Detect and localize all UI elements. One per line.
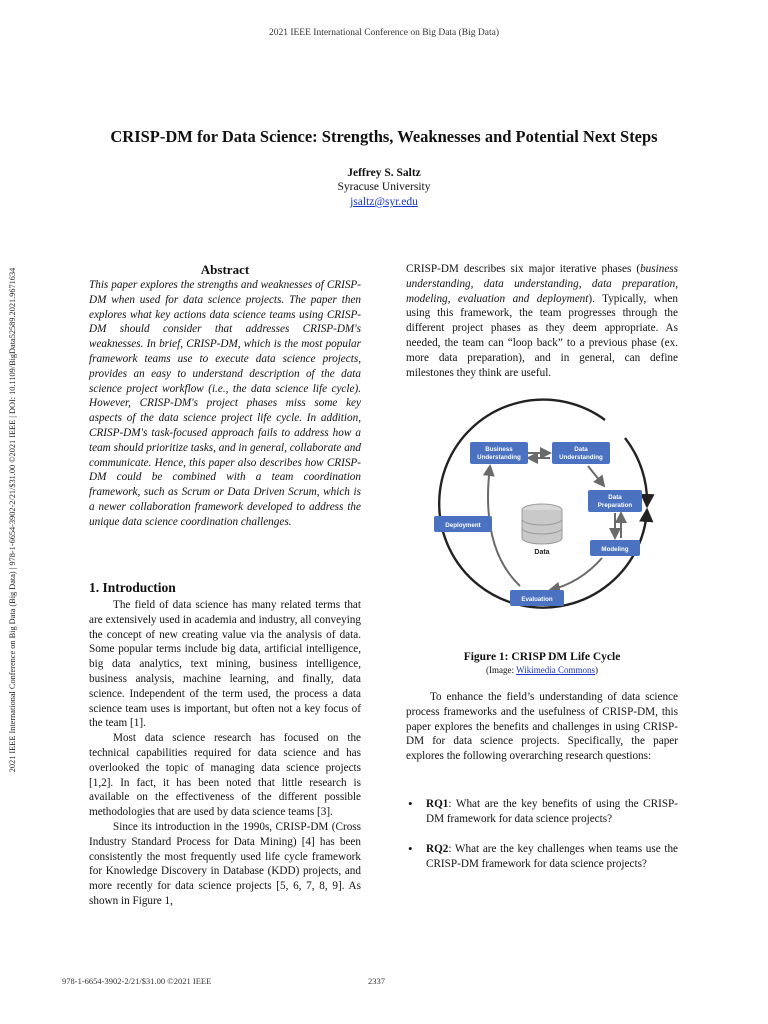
rq1-text bbox=[426, 797, 678, 827]
side-identifier bbox=[8, 200, 22, 840]
bullet-icon: • bbox=[408, 841, 413, 856]
modeling-box bbox=[590, 540, 640, 556]
deployment-box bbox=[434, 516, 492, 532]
rq2-text bbox=[426, 842, 678, 872]
data-preparation-box bbox=[588, 490, 642, 512]
crisp-dm-figure bbox=[420, 398, 668, 616]
figure-credit-prefix: (Image: bbox=[486, 665, 517, 675]
intro-paragraph-2: Most data science research has focused on the technical capabilities required for data science and has overlooked the topic of managing data science projects [1,2]. In fact, it has been noted that little research is available on the effectiveness of the different possible methodologies that are used by data science teams [3]. bbox=[89, 732, 361, 819]
data-preparation-label-1: Data bbox=[608, 494, 622, 501]
author-affiliation: Syracuse University bbox=[337, 181, 431, 193]
data-understanding-label-2: Understanding bbox=[559, 454, 603, 461]
side-identifier-text: 2021 IEEE International Conference on Big Data (Big Data) | 978-1-6654-3902-2/21/$31.00 ©2021 IEEE | DOI: 10.1109/BigData52589.2021.9671634 bbox=[8, 267, 17, 773]
abstract-text: This paper explores the strengths and weaknesses of CRISP-DM when used for data science projects. The paper then explores what key actions data science teams using CRISP-DM should consider that addresses CRISP-DM's weaknesses. In brief, CRISP-DM, which is the most popular framework teams use to execute data science projects, provides an easy to understand description of the data science project workflow (i.e., the data science life cycle). However, CRISP-DM's project phases miss some key aspects of the data science project life cycle. In addition, CRISP-DM's task-focused approach fails to address how a team should prioritize tasks, and in general, collaborate and communicate. Hence, this paper also describes how CRISP-DM could be combined with a team coordination framework, such as Scrum or Data Driven Scrum, which is a newer collaboration framework developed to address the unique data science coordination challenges. bbox=[89, 279, 361, 528]
rq2-body: : What are the key challenges when teams use the CRISP-DM framework for data science projects? bbox=[426, 843, 678, 870]
business-understanding-label-2: Understanding bbox=[477, 454, 521, 461]
data-center-label: Data bbox=[534, 549, 550, 556]
right-column-intro bbox=[406, 262, 678, 380]
business-understanding-label-1: Business bbox=[485, 446, 513, 453]
deployment-label: Deployment bbox=[445, 522, 481, 529]
phases-paragraph bbox=[406, 262, 678, 380]
author-name: Jeffrey S. Saltz bbox=[347, 167, 421, 179]
paper-title: CRISP-DM for Data Science: Strengths, Weaknesses and Potential Next Steps bbox=[110, 127, 658, 146]
data-cylinder-icon bbox=[522, 504, 562, 544]
figure-credit-suffix: ) bbox=[594, 665, 598, 675]
research-question-1 bbox=[406, 797, 678, 827]
arrow-evaluation-to-business bbox=[488, 466, 520, 586]
introduction-heading: 1. Introduction bbox=[89, 580, 176, 595]
introduction-body bbox=[89, 598, 361, 909]
footer-copyright: 978-1-6654-3902-2/21/$31.00 ©2021 IEEE bbox=[62, 976, 212, 986]
phases-text-end: ). Typically, when using this framework, the team progresses through the different project phases as they deem appropriate. As needed, the team can “loop back” to a previous phase (ex. more data preparation), and in general, can define milestones they think are useful. bbox=[406, 292, 678, 379]
rq2-id: RQ2 bbox=[426, 843, 449, 855]
data-preparation-label-2: Preparation bbox=[597, 502, 633, 509]
rq1-id: RQ1 bbox=[426, 798, 449, 810]
rq1-body: : What are the key benefits of using the CRISP-DM framework for data science projects? bbox=[426, 798, 678, 825]
figure-credit bbox=[406, 665, 678, 675]
phases-text-start: CRISP-DM describes six major iterative phases ( bbox=[406, 263, 641, 275]
arrow-understanding-to-preparation bbox=[588, 466, 604, 486]
author-email bbox=[0, 196, 768, 208]
business-understanding-box bbox=[470, 442, 528, 464]
intro-paragraph-3: Since its introduction in the 1990s, CRISP-DM (Cross Industry Standard Process for Data Mining) [4] has been consistently the most frequently used life cycle framework for Knowledge Discovery in Database (KDD) projects, and more recently for data science projects [5, 6, 7, 8, 9]. As shown in Figure 1, bbox=[89, 820, 361, 907]
data-understanding-box bbox=[552, 442, 610, 464]
crisp-dm-diagram bbox=[420, 398, 668, 616]
intro-paragraph-1: The field of data science has many related terms that are extensively used in academia and industry, all conveying the concept of new creating value via the analysis of data. Some popular terms include big data, artificial intelligence, big data analytics, text mining, business intelligence, business analysis, machine learning, and finally, data science. Independent of the term used, the process a data science team uses is important, but often not a key focus of the team [1]. bbox=[89, 599, 361, 730]
research-intro-paragraph: To enhance the field’s understanding of data science process frameworks and the usefulness of CRISP-DM, this paper explores the benefits and challenges in using CRISP-DM for data science projects. Specifically, the paper explores the following overarching research questions: bbox=[406, 691, 678, 763]
wikimedia-commons-link[interactable]: Wikimedia Commons bbox=[516, 665, 595, 675]
research-question-2 bbox=[406, 842, 678, 872]
bullet-icon: • bbox=[408, 796, 413, 811]
modeling-label: Modeling bbox=[601, 546, 629, 553]
conference-header: 2021 IEEE International Conference on Big Data (Big Data) bbox=[268, 28, 500, 38]
evaluation-box bbox=[510, 590, 564, 606]
arrow-modeling-to-evaluation bbox=[550, 558, 602, 590]
phases-list: business understanding, data understanding, data preparation, modeling, evaluation and deployment bbox=[406, 263, 678, 305]
figure-caption: Figure 1: CRISP DM Life Cycle bbox=[463, 651, 621, 663]
abstract-heading: Abstract bbox=[200, 262, 250, 277]
page-number: 2337 bbox=[368, 976, 385, 986]
author-email-link[interactable]: jsaltz@syr.edu bbox=[350, 196, 418, 208]
data-understanding-label-1: Data bbox=[574, 446, 588, 453]
evaluation-label: Evaluation bbox=[521, 596, 553, 603]
research-intro bbox=[406, 690, 678, 764]
